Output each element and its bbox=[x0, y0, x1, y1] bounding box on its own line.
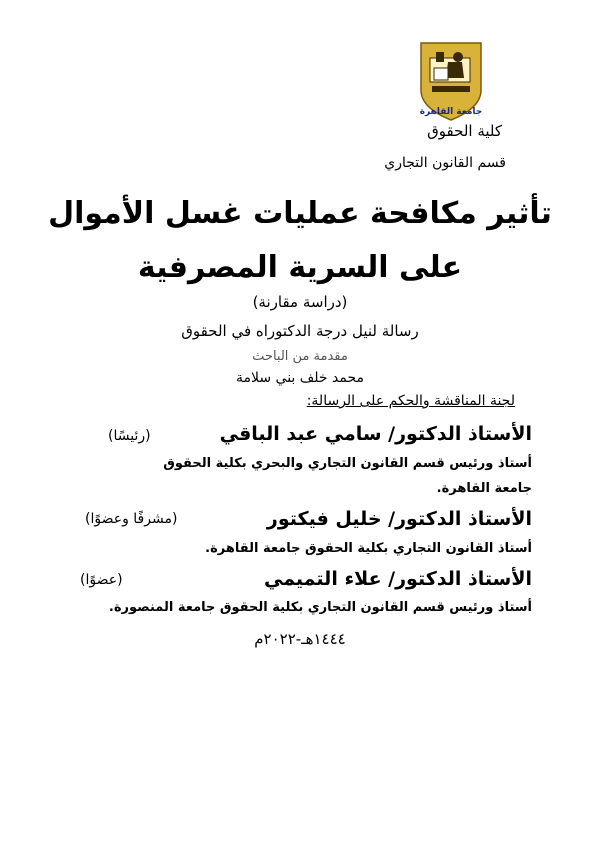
committee-member-role: (عضوًا) bbox=[80, 572, 123, 588]
committee-member-name: الأستاذ الدكتور/ علاء التميمي bbox=[263, 568, 532, 590]
thesis-title-line1: تأثير مكافحة عمليات غسل الأموال bbox=[48, 196, 552, 231]
committee-member-desc: أستاذ ورئيس قسم القانون التجاري والبحري بكلية الحقوق bbox=[163, 456, 532, 471]
svg-text:جامعة القاهرة: جامعة القاهرة bbox=[419, 107, 483, 117]
committee-member-desc: جامعة القاهرة. bbox=[436, 481, 532, 496]
committee-member-role: (مشرفًا وعضوًا) bbox=[85, 511, 178, 527]
committee-member-name: الأستاذ الدكتور/ خليل فيكتور bbox=[266, 508, 532, 530]
department-name: قسم القانون التجاري bbox=[384, 155, 506, 171]
committee-member-role: (رئيسًا) bbox=[108, 428, 151, 444]
cairo-university-logo bbox=[418, 40, 484, 128]
study-type: (دراسة مقارنة) bbox=[252, 293, 348, 311]
committee-member-desc: أستاذ ورئيس قسم القانون التجاري بكلية الحقوق جامعة المنصورة. bbox=[108, 600, 532, 615]
researcher-name: محمد خلف بني سلامة bbox=[236, 370, 364, 386]
date: ١٤٤٤هـ-٢٠٢٢م bbox=[254, 630, 346, 648]
presented-by: مقدمة من الباحث bbox=[252, 349, 348, 364]
degree-statement: رسالة لنيل درجة الدكتوراه في الحقوق bbox=[181, 322, 419, 340]
faculty-name: كلية الحقوق bbox=[427, 122, 502, 140]
committee-member-desc: أستاذ القانون التجاري بكلية الحقوق جامعة القاهرة. bbox=[205, 541, 532, 556]
committee-member-name: الأستاذ الدكتور/ سامي عبد الباقي bbox=[219, 423, 532, 445]
committee-heading: لجنة المناقشة والحكم على الرسالة: bbox=[306, 393, 515, 409]
thesis-title-line2: على السرية المصرفية bbox=[137, 250, 463, 285]
